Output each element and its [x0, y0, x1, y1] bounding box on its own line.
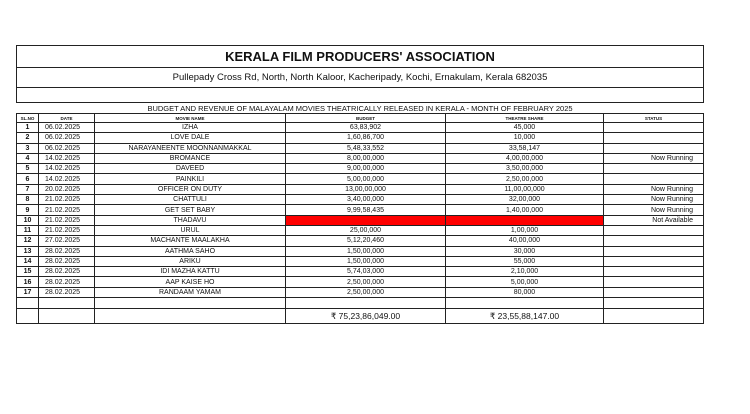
cell-slno: 13: [17, 246, 39, 256]
cell-slno: 15: [17, 267, 39, 277]
table-row: [17, 267, 704, 277]
cell-movie-name: LOVE DALE: [95, 133, 286, 143]
col-header-budget: BUDGET: [286, 114, 446, 123]
cell-status: Now Running: [604, 205, 704, 215]
cell-slno: 5: [17, 164, 39, 174]
cell-budget: 1,60,86,700: [286, 133, 446, 143]
cell-status: Now Running: [604, 184, 704, 194]
cell-date: 06.02.2025: [39, 123, 95, 133]
cell-date: 21.02.2025: [39, 225, 95, 235]
cell-budget: 5,00,00,000: [286, 174, 446, 184]
table-row: [17, 236, 704, 246]
cell-movie-name: URUL: [95, 225, 286, 235]
cell-theatre-share: 80,000: [446, 287, 604, 297]
table-row: [17, 164, 704, 174]
cell-theatre-share: 4,00,00,000: [446, 153, 604, 163]
blank-row: [17, 298, 704, 309]
cell-movie-name: ARIKU: [95, 256, 286, 266]
cell-status: [604, 164, 704, 174]
table-row: [17, 215, 704, 225]
cell-date: 27.02.2025: [39, 236, 95, 246]
blank-cell: [17, 298, 39, 309]
total-theatre-share: ₹ 23,55,88,147.00: [446, 309, 604, 324]
table-row: [17, 205, 704, 215]
cell-status: [604, 123, 704, 133]
total-blank-cell: [604, 309, 704, 324]
cell-date: 14.02.2025: [39, 174, 95, 184]
cell-slno: 16: [17, 277, 39, 287]
total-blank-cell: [17, 309, 39, 324]
cell-theatre-share: 32,00,000: [446, 195, 604, 205]
cell-theatre-share: 11,00,00,000: [446, 184, 604, 194]
column-header-row: [17, 114, 704, 123]
cell-date: 28.02.2025: [39, 267, 95, 277]
cell-status: [604, 225, 704, 235]
table-row: [17, 225, 704, 235]
cell-status: [604, 277, 704, 287]
cell-budget: 9,99,58,435: [286, 205, 446, 215]
col-header-theatre-share: THEATRE SHARE: [446, 114, 604, 123]
cell-status: [604, 267, 704, 277]
cell-budget: 13,00,00,000: [286, 184, 446, 194]
cell-status: Now Running: [604, 195, 704, 205]
cell-date: 20.02.2025: [39, 184, 95, 194]
cell-date: 21.02.2025: [39, 205, 95, 215]
cell-slno: 9: [17, 205, 39, 215]
cell-budget: [286, 215, 446, 225]
cell-status: [604, 143, 704, 153]
association-title: KERALA FILM PRODUCERS' ASSOCIATION: [17, 46, 704, 68]
cell-slno: 11: [17, 225, 39, 235]
cell-budget: 2,50,00,000: [286, 287, 446, 297]
cell-movie-name: BROMANCE: [95, 153, 286, 163]
cell-date: 28.02.2025: [39, 256, 95, 266]
cell-status: [604, 256, 704, 266]
cell-budget: 2,50,00,000: [286, 277, 446, 287]
total-blank-cell: [95, 309, 286, 324]
cell-theatre-share: 33,58,147: [446, 143, 604, 153]
cell-date: 14.02.2025: [39, 164, 95, 174]
blank-cell: [95, 298, 286, 309]
table-row: [17, 143, 704, 153]
cell-theatre-share: 1,40,00,000: [446, 205, 604, 215]
table-row: [17, 174, 704, 184]
cell-movie-name: RANDAAM YAMAM: [95, 287, 286, 297]
cell-budget: 5,74,03,000: [286, 267, 446, 277]
cell-movie-name: NARAYANEENTE MOONNANMAKKAL: [95, 143, 286, 153]
col-header-date: DATE: [39, 114, 95, 123]
table-row: [17, 153, 704, 163]
cell-theatre-share: 40,00,000: [446, 236, 604, 246]
cell-slno: 7: [17, 184, 39, 194]
cell-status: [604, 287, 704, 297]
budget-sheet: [16, 45, 703, 324]
totals-row: [17, 309, 704, 324]
table-row: [17, 123, 704, 133]
cell-slno: 3: [17, 143, 39, 153]
cell-status: [604, 133, 704, 143]
blank-cell: [446, 298, 604, 309]
cell-date: 28.02.2025: [39, 287, 95, 297]
cell-budget: 5,12,20,460: [286, 236, 446, 246]
cell-theatre-share: 30,000: [446, 246, 604, 256]
cell-movie-name: IZHA: [95, 123, 286, 133]
report-subtitle: BUDGET AND REVENUE OF MALAYALAM MOVIES THEATRICALLY RELEASED IN KERALA - MONTH OF FEBRUARY 2025: [17, 103, 704, 114]
cell-movie-name: DAVEED: [95, 164, 286, 174]
cell-slno: 1: [17, 123, 39, 133]
cell-budget: 9,00,00,000: [286, 164, 446, 174]
cell-movie-name: AATHMA SAHO: [95, 246, 286, 256]
cell-date: 21.02.2025: [39, 195, 95, 205]
spacer-row: [17, 88, 704, 103]
col-header-movie-name: MOVIE NAME: [95, 114, 286, 123]
cell-theatre-share: 1,00,000: [446, 225, 604, 235]
cell-movie-name: OFFICER ON DUTY: [95, 184, 286, 194]
cell-slno: 17: [17, 287, 39, 297]
cell-budget: 8,00,00,000: [286, 153, 446, 163]
cell-movie-name: PAINKILI: [95, 174, 286, 184]
cell-theatre-share: 5,00,000: [446, 277, 604, 287]
table-row: [17, 195, 704, 205]
cell-status: [604, 246, 704, 256]
cell-theatre-share: 55,000: [446, 256, 604, 266]
col-header-status: STATUS: [604, 114, 704, 123]
cell-movie-name: IDI MAZHA KATTU: [95, 267, 286, 277]
col-header-slno: SL.NO: [17, 114, 39, 123]
cell-status: Now Running: [604, 153, 704, 163]
cell-movie-name: AAP KAISE HO: [95, 277, 286, 287]
cell-budget: 63,83,902: [286, 123, 446, 133]
cell-movie-name: THADAVU: [95, 215, 286, 225]
cell-movie-name: MACHANTE MAALAKHA: [95, 236, 286, 246]
table-row: [17, 246, 704, 256]
cell-movie-name: CHATTULI: [95, 195, 286, 205]
cell-slno: 14: [17, 256, 39, 266]
table-row: [17, 256, 704, 266]
cell-slno: 10: [17, 215, 39, 225]
cell-date: 28.02.2025: [39, 277, 95, 287]
cell-status: Not Available: [604, 215, 704, 225]
cell-status: [604, 236, 704, 246]
cell-budget: 1,50,00,000: [286, 256, 446, 266]
cell-movie-name: GET SET BABY: [95, 205, 286, 215]
cell-date: 06.02.2025: [39, 143, 95, 153]
blank-cell: [604, 298, 704, 309]
budget-table: [16, 45, 704, 324]
cell-theatre-share: 2,50,00,000: [446, 174, 604, 184]
cell-slno: 12: [17, 236, 39, 246]
cell-budget: 3,40,00,000: [286, 195, 446, 205]
cell-budget: 5,48,33,552: [286, 143, 446, 153]
blank-cell: [39, 298, 95, 309]
cell-date: 14.02.2025: [39, 153, 95, 163]
cell-theatre-share: 3,50,00,000: [446, 164, 604, 174]
cell-theatre-share: 10,000: [446, 133, 604, 143]
cell-budget: 1,50,00,000: [286, 246, 446, 256]
cell-slno: 4: [17, 153, 39, 163]
table-row: [17, 184, 704, 194]
cell-slno: 8: [17, 195, 39, 205]
cell-theatre-share: 2,10,000: [446, 267, 604, 277]
cell-date: 06.02.2025: [39, 133, 95, 143]
table-row: [17, 277, 704, 287]
cell-date: 28.02.2025: [39, 246, 95, 256]
table-row: [17, 133, 704, 143]
cell-theatre-share: [446, 215, 604, 225]
table-row: [17, 287, 704, 297]
cell-theatre-share: 45,000: [446, 123, 604, 133]
cell-budget: 25,00,000: [286, 225, 446, 235]
cell-slno: 6: [17, 174, 39, 184]
cell-slno: 2: [17, 133, 39, 143]
total-budget: ₹ 75,23,86,049.00: [286, 309, 446, 324]
blank-cell: [286, 298, 446, 309]
association-address: Pullepady Cross Rd, North, North Kaloor, Kacheripady, Kochi, Ernakulam, Kerala 682035: [17, 68, 704, 88]
total-blank-cell: [39, 309, 95, 324]
cell-date: 21.02.2025: [39, 215, 95, 225]
cell-status: [604, 174, 704, 184]
